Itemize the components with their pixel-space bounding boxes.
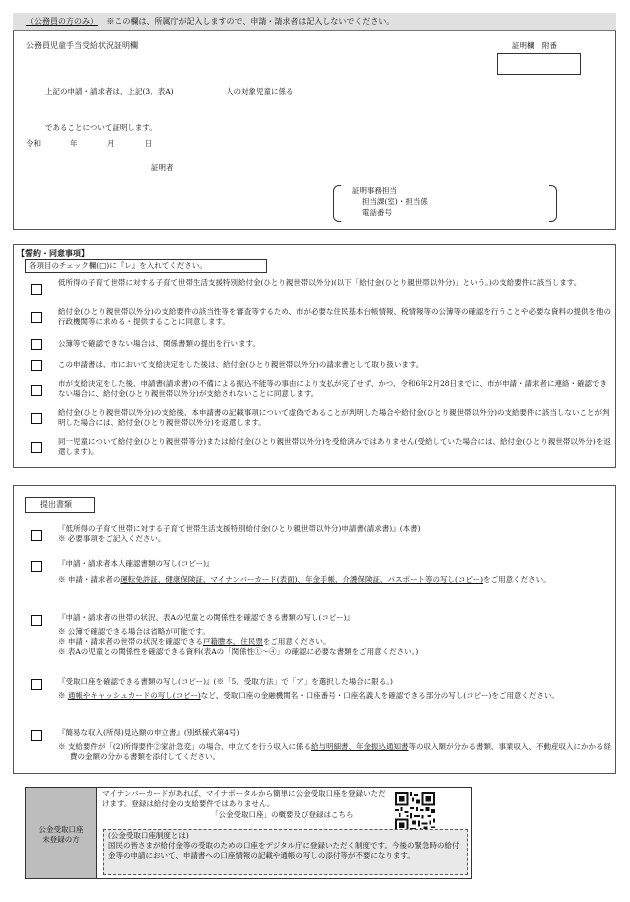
doc-1-note: ※ 必要事項をご記入ください。 <box>58 534 166 544</box>
doc-2-id-list: 運転免許証、健康保険証、マイナンバーカード(表面)、年金手帳、介護保険証、パスポート等の写し(コピー) <box>120 575 484 585</box>
cert-date-era: 令和 <box>26 139 41 148</box>
certifier-label: 証明者 <box>151 163 174 172</box>
pledge-checkbox-2[interactable] <box>31 312 42 323</box>
qr-code-icon[interactable] <box>395 792 435 832</box>
contact-dept: 担当課(室)・担当係 <box>362 197 428 206</box>
doc-1-title: 『低所得の子育て世帯に対する子育て世帯生活支援特別給付金(ひとり親世帯以外分)申請書(請求書)』(本書) <box>58 524 421 533</box>
doc-5-note: ※ 支給要件が「(2)所得要件②家計急変」の場合、申立てを行う収入に係る給与明細書、年金振込通知書等の収入額が分かる書類、事業収入、不動産収入にかかる経費の金額の分かる書類を添付してください。 <box>58 742 612 762</box>
pledge-checkbox-4[interactable] <box>31 360 42 371</box>
doc-2-note: ※ 申請・請求者の運転免許証、健康保険証、マイナンバーカード(表面)、年金手帳、介護保険証、パスポート等の写し(コピー)をご用意ください。 <box>58 575 551 585</box>
contact-bracket-right <box>549 185 557 222</box>
official-only-label: （公務員の方のみ） <box>26 17 98 26</box>
doc-checkbox-1[interactable] <box>31 530 42 541</box>
contact-phone: 電話番号 <box>362 208 392 217</box>
doc-3-note-2: ※ 申請・請求者の世帯の状況を確認できる戸籍謄本、住民票をご用意ください。 <box>58 637 331 647</box>
official-header-note: ※この欄は、所属庁が記入しますので、申請・請求者は記入しないでください。 <box>106 17 395 26</box>
official-title: 公務員児童手当受給状況証明欄 <box>26 41 138 50</box>
doc-5-id-list: 給与明細書、年金振込通知書 <box>311 742 409 752</box>
cert-number-label: 証明欄 附番 <box>512 41 557 50</box>
account-side-label: 公金受取口座 未登録の方 <box>38 825 84 845</box>
cert-date-year: 年 <box>70 139 78 148</box>
docs-title: 提出書類 <box>40 500 72 509</box>
doc-checkbox-4[interactable] <box>31 679 42 690</box>
doc-3-title: 『申請・請求者の世帯の状況、表Aの児童との関係性を確認できる書類の写し(コピー)』 <box>58 613 354 622</box>
pledge-checkbox-6[interactable] <box>31 413 42 424</box>
pledge-item-7: 同一児童について給付金(ひとり親世帯等分)または給付金(ひとり親世帯以外分)を受給済みではありません(受給していた場合には、給付金(ひとり親世帯以外分)を返還します)。 <box>58 437 611 457</box>
cert-line2: であることについて証明します。 <box>45 123 157 132</box>
doc-checkbox-2[interactable] <box>31 561 42 572</box>
pledge-checkbox-3[interactable] <box>31 339 42 350</box>
doc-item-1 <box>58 524 613 544</box>
account-text: マイナンバーカードがあれば、マイナポータルから簡単に公金受取口座を登録いただけます。登録は給付金の支給要件ではありません。 <box>102 789 386 809</box>
cert-date-day: 日 <box>145 139 153 148</box>
cert-number-field[interactable] <box>497 53 581 75</box>
pledge-checkbox-1[interactable] <box>31 284 42 295</box>
pledge-checkbox-7[interactable] <box>31 442 42 453</box>
pledge-item-1: 低所得の子育て世帯に対する子育て世帯生活支援特別給付金(ひとり親世帯以外分)(以下「給付金(ひとり親世帯以外分)」という。)の支給要件に該当します。 <box>58 278 582 287</box>
pledge-title: 【誓約・同意事項】 <box>17 248 89 258</box>
doc-checkbox-3[interactable] <box>31 615 42 626</box>
cert-line1-b: 人の対象児童に係る <box>226 87 294 96</box>
doc-4-title: 『受取口座を確認できる書類の写し(コピー)』(※「5．受取方法」で「ア」を選択した場合に限る。) <box>58 677 393 686</box>
official-header <box>26 17 394 28</box>
pledge-item-6: 給付金(ひとり親世帯以外分)の支給後、本申請書の記載事項について虚偽であることが判明した場合や給付金(ひとり親世帯以外分)の支給要件に該当しないことが判明した場合には、給付金(ひとり親世帯以外分)を返還します。 <box>58 408 610 428</box>
doc-5-title: 『簡易な収入(所得)見込額の申立書』(別紙様式第4号) <box>58 728 240 737</box>
pledge-item-2: 給付金(ひとり親世帯以外分)の支給要件の該当性等を審査等するため、市が必要な住民基本台帳情報、税情報等の公簿等の確認を行うことや必要な資料の提供を他の行政機関等に求める・提供することに同意します。 <box>58 307 612 327</box>
doc-item-2 <box>58 559 613 585</box>
doc-4-id-list: 通帳やキャッシュカードの写し(コピー) <box>67 691 201 701</box>
pledge-instruction: 各項目のチェック欄(□)に『レ』を入れてください。 <box>29 261 207 270</box>
pledge-item-3: 公簿等で確認できない場合は、関係書類の提出を行います。 <box>58 339 260 348</box>
pledge-item-4: この申請書は、市において支給決定をした後は、給付金(ひとり親世帯以外分)の請求書として取り扱います。 <box>58 360 424 369</box>
pledge-item-5: 市が支給決定をした後、申請書(請求書)の不備による振込不能等の事由により支払が完了せず、かつ、令和6年2月28日までに、市が申請・請求者に連絡・確認できない場合に、給付金(ひとり親世帯以外分)が支給されないことに同意します。 <box>58 379 608 399</box>
contact-bracket-left <box>333 185 341 222</box>
doc-item-3 <box>58 613 613 658</box>
doc-4-note: ※ 通帳やキャッシュカードの写し(コピー)など、受取口座の金融機関名・口座番号・口座名義人を確認できる部分の写し(コピー)をご用意ください。 <box>58 691 559 701</box>
doc-3-note-3: ※ 表Aの児童との関係性を確認できる資料(表Aの「関係性①～④」の確認に必要な書類をご用意ください。) <box>58 647 419 657</box>
doc-3-id-list: 戸籍謄本、住民票 <box>202 637 263 647</box>
doc-3-note-1: ※ 公簿で確認できる場合は省略が可能です。 <box>58 627 210 637</box>
cert-date-month: 月 <box>107 139 115 148</box>
account-info-link[interactable]: 「公金受取口座」の概要及び登録はこちら <box>211 810 354 819</box>
pledge-checkbox-5[interactable] <box>31 385 42 396</box>
doc-item-4 <box>58 677 613 701</box>
doc-item-5 <box>58 728 613 762</box>
account-box-text: 国民の皆さまが給付金等の受取のための口座をデジタル庁に登録いただく制度です。今後の緊急時の給付金等の申請において、申請書への口座情報の記載や通帳の写しの添付等が不要になります。 <box>108 841 460 861</box>
contact-title: 証明事務担当 <box>352 186 397 195</box>
account-box-title: (公金受取口座制度とは) <box>108 831 189 840</box>
cert-line1-a: 上記の申請・請求者は、上記(3．表A) <box>45 87 174 96</box>
doc-checkbox-5[interactable] <box>31 730 42 741</box>
doc-2-title: 『申請・請求者本人確認書類の写し(コピー)』 <box>58 559 214 568</box>
